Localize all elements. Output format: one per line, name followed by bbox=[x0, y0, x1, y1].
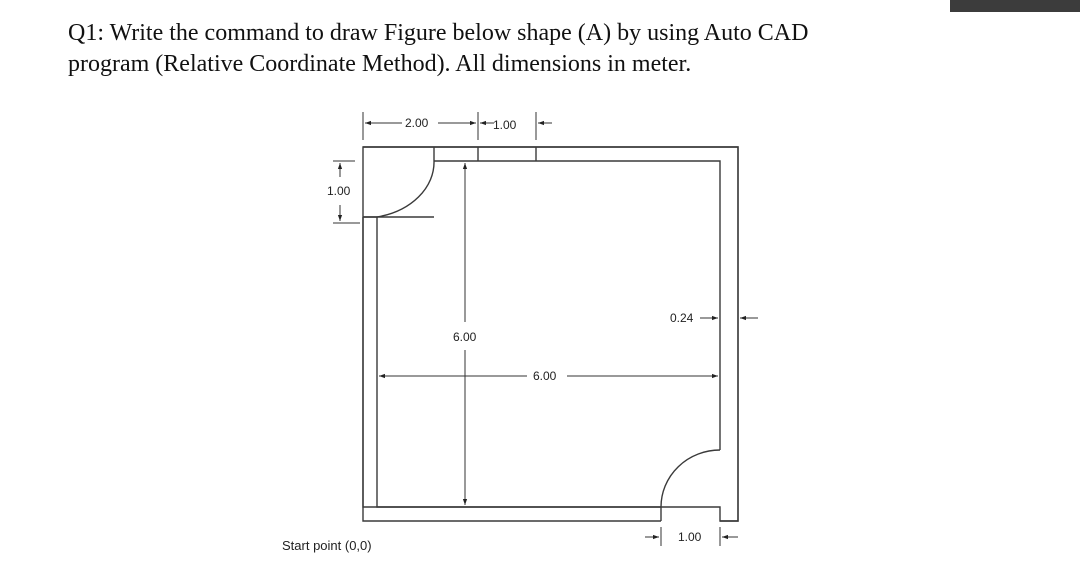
question-line-2: program (Relative Coordinate Method). All dimensions in meter. bbox=[68, 51, 692, 77]
dim-wall-label: 0.24 bbox=[670, 311, 694, 325]
question-line-1: Q1: Write the command to draw Figure below shape (A) by using Auto CAD bbox=[68, 20, 809, 46]
door-left-arc bbox=[377, 161, 434, 217]
inner-wall-outline bbox=[363, 147, 738, 521]
door-right-arc bbox=[661, 450, 720, 507]
outer-wall bbox=[363, 147, 738, 521]
dim-inner-horizontal-label: 6.00 bbox=[533, 369, 557, 383]
inner-wall bbox=[377, 217, 661, 521]
dim-left-label: 1.00 bbox=[327, 184, 351, 198]
dim-top-left-label: 2.00 bbox=[405, 116, 429, 130]
dim-top-right-label: 1.00 bbox=[493, 118, 517, 132]
dim-bottom-label: 1.00 bbox=[678, 530, 702, 544]
start-point-label: Start point (0,0) bbox=[282, 538, 372, 553]
dim-inner-vertical-label: 6.00 bbox=[453, 330, 477, 344]
